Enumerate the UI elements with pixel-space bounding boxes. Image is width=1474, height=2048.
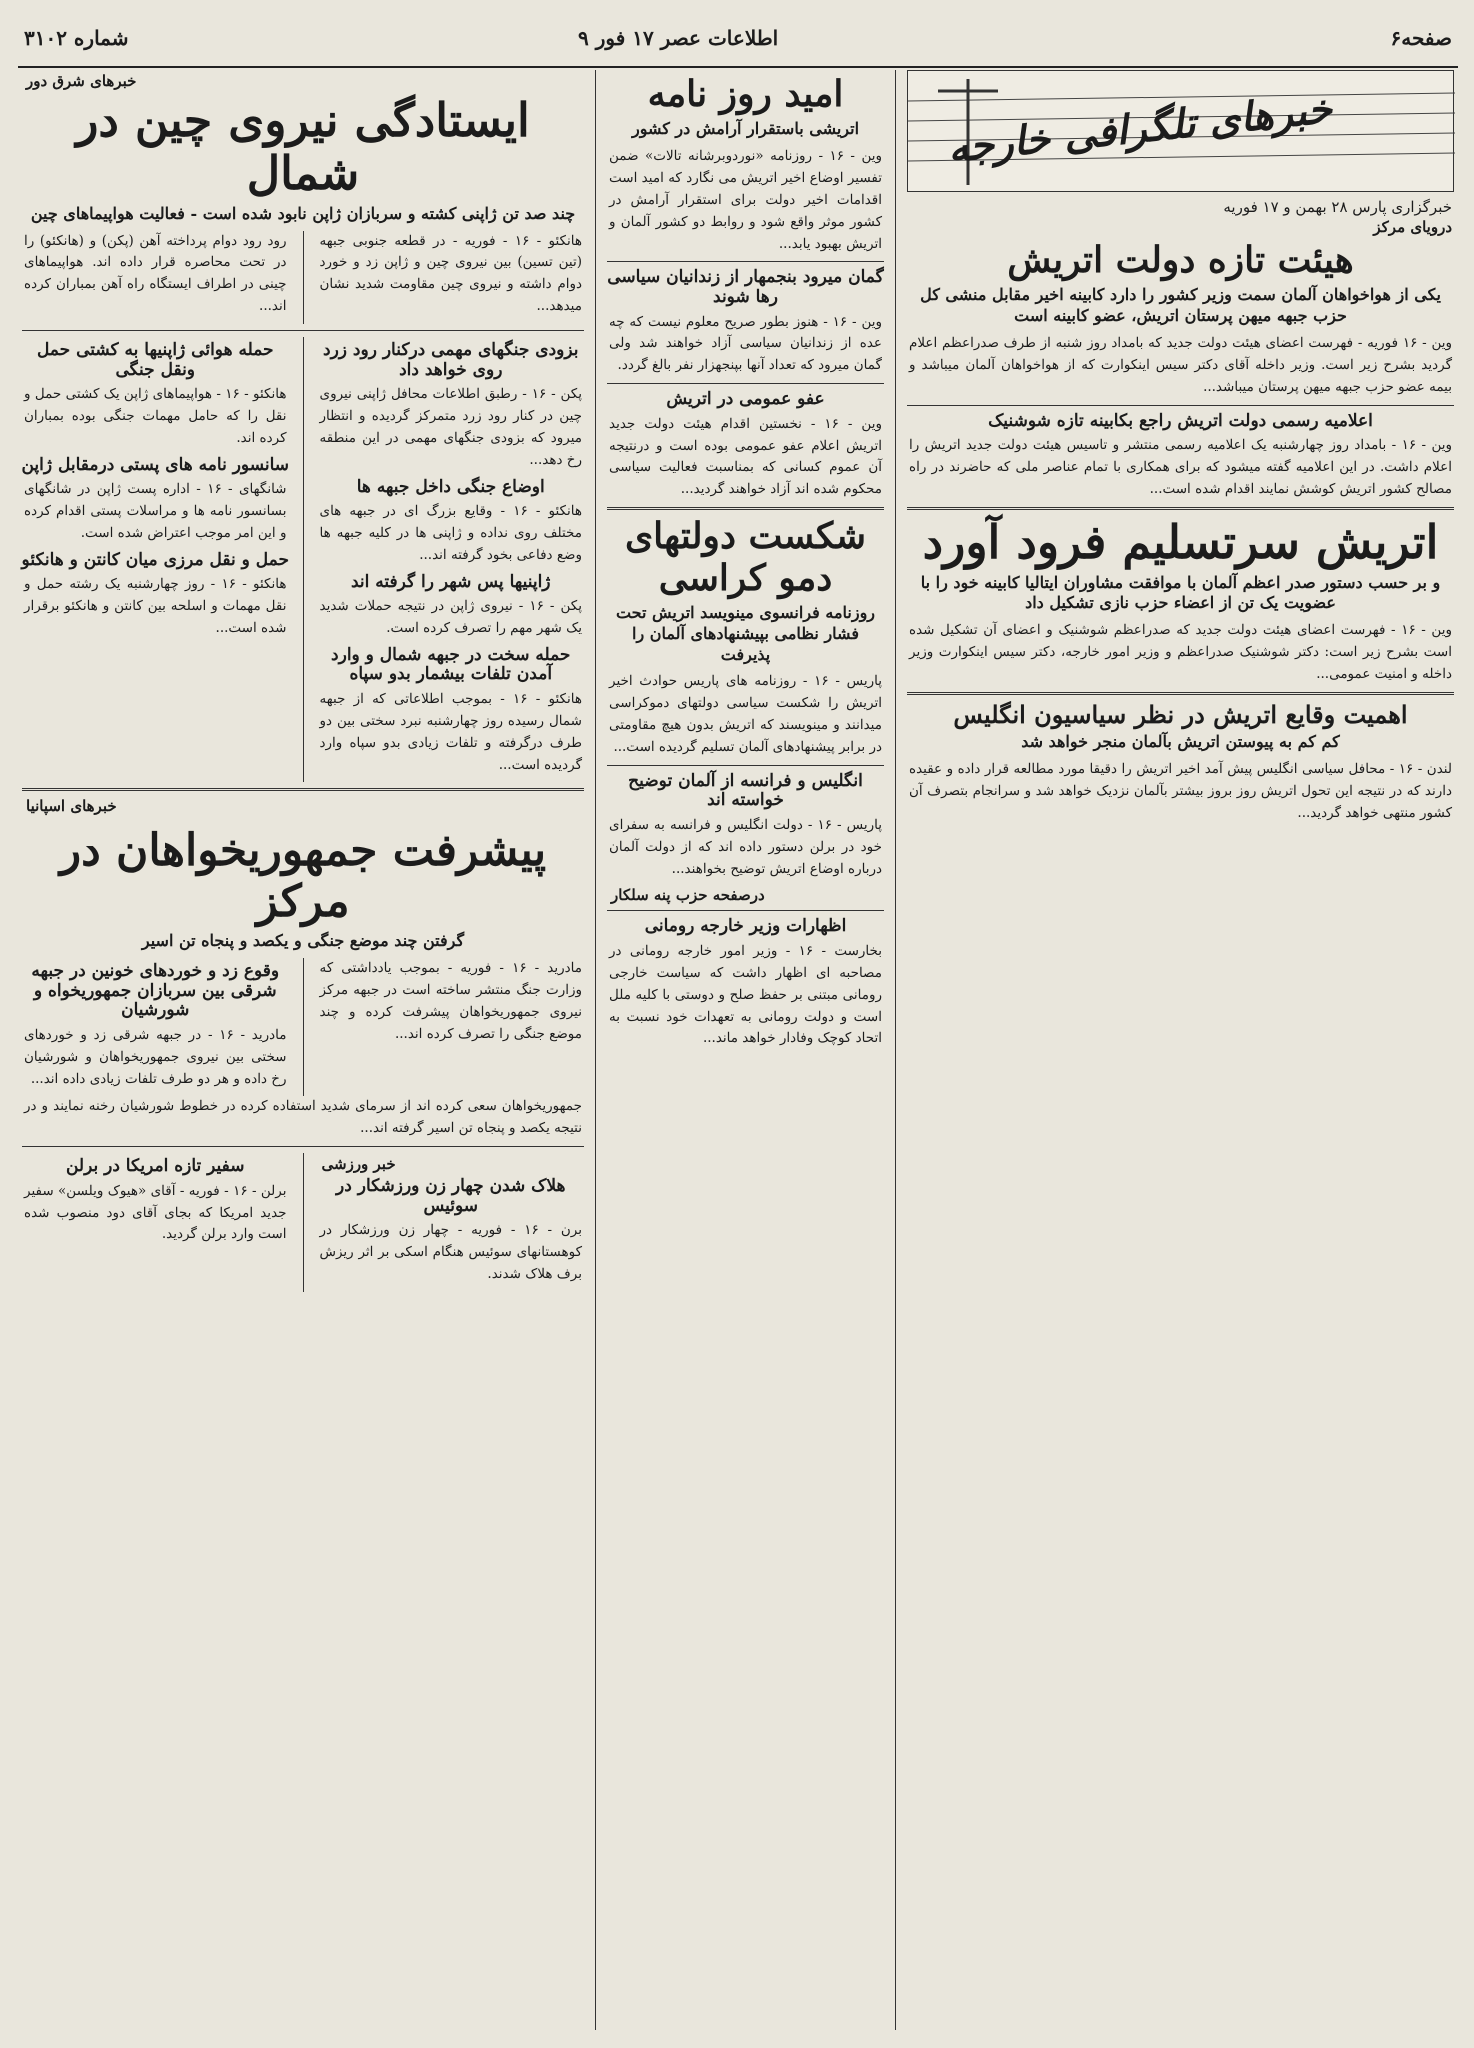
- article-body: شانگهای - ۱۶ - اداره پست ژاپن در شانگهای بسانسور نامه ها و مراسلات پستی اقدام کرده و این امر موجب اعتراض شده است.: [24, 481, 287, 541]
- section-label: درصفحه حزب پنه سلکار: [611, 886, 765, 905]
- article-body: پکن - ۱۶ - نیروی ژاپن در نتیجه حملات شدید یک شهر مهم را تصرف کرده است.: [319, 598, 582, 637]
- article-body: هانکئو - ۱۶ - بموجب اطلاعاتی که از جبهه شمال رسیده روز چهارشنبه نبرد سختی بین دو طرف درگرفته و تلفات زیادی بدو سپاه وارد گردیده است...: [319, 691, 582, 773]
- two-column-block: [18, 1153, 588, 1292]
- headline: عفو عمومی در اتریش: [666, 389, 825, 410]
- article-body: برن - ۱۶ - فوریه - چهار زن ورزشکار در کوهستانهای سوئیس هنگام اسکی بر اثر ریزش برف هلاک شدند.: [319, 1222, 582, 1283]
- banner-title: خبرهای تلگرافی خارجه: [945, 84, 1335, 173]
- article-body: وین - ۱۶ فوریه - فهرست اعضای هیئت دولت جدید که بامداد روز شنبه از طرف صدراعظم اعلام گردید بشرح زیر است. وزیر داخله آقای دکتر سیس اینکوارت که از هواخواهان آلمان میباشد و بیمه عضو حزب جبهه میهن پرستان میباشد...: [909, 334, 1452, 395]
- paper-title: اطلاعات عصر ۱۷ فور ۹: [578, 26, 779, 50]
- column-left: [18, 70, 588, 2030]
- section-label: خبرهای شرق دور: [26, 72, 137, 90]
- article-body: مادرید - ۱۶ - در جبهه شرقی زد و خوردهای سختی بین نیروی جمهوریخواهان و شورشیان رخ داده و هر دو طرف تلفات زیادی داده اند...: [24, 1026, 287, 1087]
- headline: ژاپنیها پس شهر را گرفته اند: [350, 571, 551, 592]
- divider: [607, 507, 884, 510]
- headline: حمل و نقل مرزی میان کانتن و هانکئو: [21, 549, 289, 570]
- article-body: وین - ۱۶ - هنوز بطور صریح معلوم نیست که چه عده از زندانیان سیاسی آزاد خواهند شد ولی گمان میرود که تعداد آنها بپنجهزار نفر بالغ گردد.: [609, 313, 882, 374]
- divider: [607, 765, 884, 766]
- headline: ایستادگی نیروی چین در شمال: [76, 93, 530, 200]
- telegraph-banner: [907, 70, 1454, 192]
- headline: انگلیس و فرانسه از آلمان توضیح خواسته اند: [628, 770, 863, 811]
- article-body: پاریس - ۱۶ - دولت انگلیس و فرانسه به سفرای خود در برلن دستور داده اند که از دولت آلمان درباره اوضاع اتریش توضیح بخواهند...: [609, 816, 882, 877]
- headline: هلاک شدن چهار زن ورزشکار در سوئیس: [336, 1176, 566, 1216]
- column-divider: [303, 231, 304, 324]
- headline: امید روز نامه: [647, 73, 844, 115]
- divider: [907, 405, 1454, 406]
- article-body: هانکئو - ۱۶ - روز چهارشنبه یک رشته حمل و نقل مهمات و اسلحه بین کانتن و هانکئو برقرار شده است...: [24, 576, 287, 637]
- divider: [22, 788, 584, 791]
- masthead: [18, 10, 1458, 68]
- two-column-block: [18, 337, 588, 782]
- article-body: هانکئو - ۱۶ - هواپیماهای ژاپن یک کشتی حمل و نقل را که حامل مهمات جنگی بوده بمباران کرده اند.: [24, 386, 287, 446]
- headline: اظهارات وزیر خارجه رومانی: [644, 916, 847, 937]
- subheadline: و بر حسب دستور صدر اعظم آلمان با موافقت مشاوران ایتالیا کابینه خود را با عضویت یک تن از اعضاء حزب نازی تشکیل داد: [920, 572, 1441, 613]
- article-body: هانکئو - ۱۶ - وقایع بزرگ ای در جبهه های مختلف روی نداده و ژاپنی ها در کلیه جبهه ها وضع دفاعی بخود گرفته اند...: [319, 503, 582, 563]
- headline: بزودی جنگهای مهمی درکنار رود زرد روی خواهد داد: [323, 340, 579, 380]
- headline: اهمیت وقایع اتریش در نظر سیاسیون انگلیس: [953, 699, 1408, 729]
- subheadline: روزنامه فرانسوی مینویسد اتریش تحت فشار نظامی بپیشنهادهای آلمان را پذیرفت: [615, 602, 876, 664]
- column-divider: [303, 1153, 304, 1292]
- column-divider: [595, 70, 596, 2030]
- two-column-block: [18, 958, 588, 1096]
- subheadline: اتریشی باستقرار آرامش در کشور: [631, 119, 860, 139]
- divider: [907, 507, 1454, 510]
- headline: پیشرفت جمهوریخواهان در مرکز: [59, 825, 547, 928]
- column-middle: [603, 70, 888, 2030]
- article-body: بخارست - ۱۶ - وزیر امور خارجه رومانی در مصاحبه ای اظهار داشت که سیاست خارجی رومانی مبتنی بر حفظ صلح و دوستی با کلیه ملل است و دولت رومانی به تعهدات خود نسبت به اتحاد کوچک وفادار خواهد ماند...: [609, 942, 882, 1047]
- section-label: خبرهای اسپانیا: [26, 797, 117, 816]
- divider: [607, 910, 884, 911]
- issue-number: شماره ۳۱۰۲: [24, 26, 129, 50]
- subheadline: چند صد تن ژاپنی کشته و سربازان ژاپن نابود شده است - فعالیت هواپیماهای چین: [30, 203, 576, 223]
- headline: سانسور نامه های پستی درمقابل ژاپن: [21, 454, 290, 475]
- page-label: صفحه۶: [1390, 26, 1452, 50]
- column-divider: [303, 337, 304, 782]
- article-body: پاریس - ۱۶ - روزنامه های پاریس حوادث اخیر اتریش را شکست سیاسی دولتهای دموکراسی میدانند و مینویسند که اتریش بدون هیچ مقاومتی در برابر پیشنهادهای آلمان تسلیم گردیده است...: [609, 673, 882, 755]
- column-right: [903, 70, 1458, 2030]
- article-body: پکن - ۱۶ - رطبق اطلاعات محافل ژاپنی نیروی چین در کنار رود زرد متمرکز گردیده و انتظار میرود که بزودی جنگهای مهمی در این منطقه رخ دهد...: [319, 386, 582, 468]
- divider: [607, 261, 884, 262]
- article-body: هانکئو - ۱۶ - فوریه - در قطعه جنوبی جبهه (تین تسین) بین نیروی چین و ژاپن زد و خورد دوام داشته و نیروی چین مقاومت شدید نشان میدهد...: [319, 232, 582, 315]
- article-body: برلن - ۱۶ - فوریه - آقای «هیوک ویلسن» سفیر جدید امریکا که بجای آقای دود منصوب شده است وارد برلن گردید.: [24, 1182, 287, 1243]
- headline: اوضاع جنگی داخل جبهه ها: [356, 476, 545, 497]
- section-label: خبر ورزشی: [321, 1155, 396, 1174]
- article-body: مادرید - ۱۶ - فوریه - بموجب یادداشتی که وزارت جنگ منتشر ساخته است در جبهه مرکز نیروی جمهوریخواهان پیشرفت کرده و چند موضع جنگی را تصرف کرده اند...: [319, 960, 582, 1042]
- newspaper-page: [18, 10, 1458, 2040]
- headline: اتریش سرتسلیم فرود آورد: [922, 514, 1439, 569]
- article-body: وین - ۱۶ - فهرست اعضای هیئت دولت جدید که صدراعظم شوشنیک و اعضای آن تشکیل شده است بشرح زیر است: دکتر شوشنیک صدراعظم و وزیر امور خارجه، دکتر سیس اینکوارت وزیر داخله و امنیت عمومی...: [909, 622, 1452, 682]
- column-divider: [303, 958, 304, 1096]
- article-body: جمهوریخواهان سعی کرده اند از سرمای شدید استفاده کرده در خطوط شورشیان رخنه نمایند و در نتیجه یکصد و پنجاه تن اسیر گرفته اند...: [24, 1098, 582, 1137]
- divider: [907, 692, 1454, 695]
- headline: حمله هوائی ژاپنیها به کشتی حمل ونقل جنگی: [36, 340, 274, 380]
- two-column-block: [18, 231, 588, 324]
- headline: اعلامیه رسمی دولت اتریش راجع بکابینه تازه شوشنیک: [988, 410, 1373, 431]
- divider: [607, 383, 884, 384]
- headline: هیئت تازه دولت اتریش: [1007, 239, 1354, 281]
- article-body: وین - ۱۶ - روزنامه «نوردوبرشانه تالات» ضمن تفسیر اوضاع اخیر اتریش می نگارد که امید است اقدامات اخیر دولت برای استقرار آرامش در کشور موثر واقع شود و روابط دو کشور آلمان و اتریش بهبود یابد...: [609, 148, 882, 252]
- headline: وقوع زد و خوردهای خونین در جبهه شرقی بین سربازان جمهوریخواه و شورشیان: [31, 961, 280, 1021]
- subheadline: یکی از هواخواهان آلمان سمت وزیر کشور را دارد کابینه اخیر مقابل منشی کل حزب جبهه میهن پرستان اتریش، عضو کابینه است: [920, 285, 1441, 326]
- headline: شکست دولتهای دمو کراسی: [624, 515, 867, 599]
- article-body: وین - ۱۶ - نخستین اقدام هیئت دولت جدید اتریش اعلام عفو عمومی بوده است و درنتیجه آن عموم کسانی که بمناسبت فعالیت سیاسی محکوم شده اند آزاد خواهند گردید...: [609, 415, 882, 498]
- article-body: رود رود دوام پرداخته آهن (پکن) و (هانکئو) را در تحت محاصره قرار داده اند. هواپیماهای چینی در اطراف ایستگاه راه آهن بمباران کرده اند...: [24, 232, 287, 315]
- headline: سفیر تازه امریکا در برلن: [65, 1156, 245, 1177]
- divider: [22, 1146, 584, 1147]
- headline: حمله سخت در جبهه شمال و وارد آمدن تلفات بیشمار بدو سپاه: [331, 644, 571, 685]
- column-divider: [895, 70, 896, 2030]
- subheadline: کم کم به پیوستن اتریش بآلمان منجر خواهد شد: [1021, 732, 1340, 752]
- subheadline: گرفتن چند موضع جنگی و یکصد و پنجاه تن اسیر: [141, 931, 465, 951]
- divider: [22, 330, 584, 331]
- article-body: لندن - ۱۶ - محافل سیاسی انگلیس پیش آمد اخیر اتریش را دقیقا مورد مطالعه قرار داده و عقیده دارند که در نتیجه این تحول اتریش روز بروز بیشتر بآلمان نزدیک خواهد شد و سرانجام بتصرف آن کشور منتهی خواهد گردید...: [909, 761, 1452, 821]
- headline: گمان میرود بنجمهار از زندانیان سیاسی رها شوند: [607, 267, 884, 308]
- article-body: وین - ۱۶ - بامداد روز چهارشنبه یک اعلامیه رسمی منتشر و تاسیس هیئت دولت جدید اتریش را اعلام داشت. در این اعلامیه گفته میشود که برای همکاری با تمام عناصر ملی که حاضرند در راه مصالح کشور اتریش کوشش نمایند اقدام شده است...: [909, 437, 1453, 497]
- kicker: درویای مرکز: [1373, 218, 1452, 236]
- agency-note: خبرگزاری پارس ۲۸ بهمن و ۱۷ فوریه: [1223, 198, 1452, 216]
